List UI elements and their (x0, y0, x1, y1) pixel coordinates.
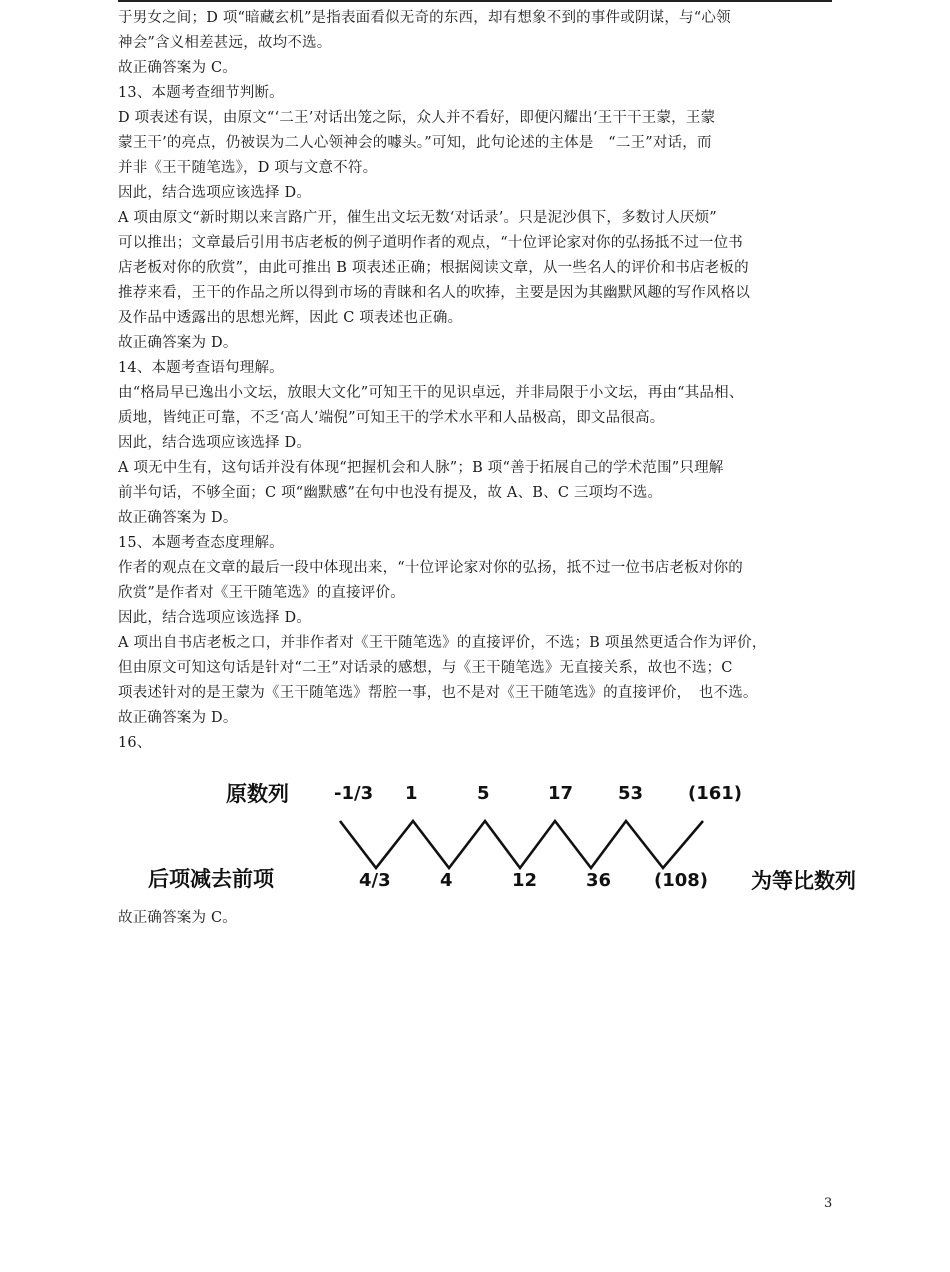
text-line: 神会”含义相差甚远，故均不选。 (118, 35, 332, 51)
sequence-term-2: 5 (477, 783, 490, 804)
text-line: 因此，结合选项应该选择 D。 (118, 435, 312, 451)
difference-term-4: (108) (654, 870, 709, 891)
text-line: 16、 (118, 735, 152, 751)
text-line: 推荐来看，王干的作品之所以得到市场的青睐和名人的吹捧，主要是因为其幽默风趣的写作风格以 (118, 285, 751, 301)
text-line: 并非《王干随笔选》，D 项与文意不符。 (118, 160, 378, 176)
text-line: 但由原文可知这句话是针对“二王”对话录的感想，与《王干随笔选》无直接关系，故也不选；C (118, 660, 733, 676)
zigzag-line (340, 821, 703, 868)
difference-term-1: 4 (440, 870, 453, 891)
text-line: 前半句话，不够全面；C 项“幽默感”在句中也没有提及，故 A、B、C 三项均不选。 (118, 485, 663, 501)
text-line: 由“格局早已逸出小文坛，放眼大文化”可知王干的见识卓远，并非局限于小文坛，再由“其品相、 (118, 385, 744, 401)
text-line: 项表述针对的是王蒙为《王干随笔选》帮腔一事，也不是对《王干随笔选》的直接评价， 也不选。 (118, 685, 758, 701)
sequence-term-1: 1 (405, 783, 418, 804)
text-line: 及作品中透露出的思想光辉，因此 C 项表述也正确。 (118, 310, 463, 326)
text-line: D 项表述有误，由原文“‘二王’对话出笼之际，众人并不看好，即便闪耀出‘王干干王蒙，王蒙 (118, 110, 716, 126)
header-rule (118, 0, 832, 2)
difference-term-0: 4/3 (359, 870, 391, 891)
text-line: 15、本题考查态度理解。 (118, 535, 284, 551)
text-line: 因此，结合选项应该选择 D。 (118, 185, 312, 201)
final-answer: 故正确答案为 C。 (118, 910, 238, 926)
sequence-diagram (118, 756, 938, 906)
sequence-term-4: 53 (618, 783, 644, 804)
answer-explanations (118, 6, 832, 756)
text-line: 欣赏”是作者对《王干随笔选》的直接评价。 (118, 585, 405, 601)
sequence-term-3: 17 (548, 783, 574, 804)
text-line: 于男女之间；D 项“暗藏玄机”是指表面看似无奇的东西，却有想象不到的事件或阴谋，与“心领 (118, 10, 731, 26)
text-line: 蒙王干’的亮点，仍被误为二人心领神会的噱头。”可知，此句论述的主体是 “二王”对话，而 (118, 135, 712, 151)
row1-label: 原数列 (226, 782, 289, 806)
text-line: 店老板对你的欣赏”，由此可推出 B 项表述正确；根据阅读文章，从一些名人的评价和书店老板的 (118, 260, 749, 276)
document-body (118, 6, 856, 931)
text-line: 故正确答案为 D。 (118, 510, 238, 526)
text-line: 故正确答案为 C。 (118, 60, 238, 76)
difference-term-2: 12 (512, 870, 538, 891)
sequence-diagram-svg (118, 756, 938, 906)
text-line: 14、本题考查语句理解。 (118, 360, 284, 376)
sequence-term-0: -1/3 (334, 783, 374, 804)
text-line: 作者的观点在文章的最后一段中体现出来，“十位评论家对你的弘扬，抵不过一位书店老板对你的 (118, 560, 744, 576)
text-line: A 项无中生有，这句话并没有体现“把握机会和人脉”；B 项“善于拓展自己的学术范围”只理解 (118, 460, 724, 476)
text-line: A 项出自书店老板之口，并非作者对《王干随笔选》的直接评价，不选；B 项虽然更适合作为评价， (118, 635, 767, 651)
suffix-label: 为等比数列 (751, 869, 856, 893)
difference-term-3: 36 (586, 870, 612, 891)
sequence-term-5: (161) (688, 783, 743, 804)
row2-label: 后项减去前项 (148, 867, 274, 891)
text-line: 13、本题考查细节判断。 (118, 85, 284, 101)
text-line: 故正确答案为 D。 (118, 710, 238, 726)
text-line: A 项由原文“新时期以来言路广开，催生出文坛无数‘对话录’。只是泥沙俱下，多数讨人厌烦” (118, 210, 717, 226)
text-line: 可以推出；文章最后引用书店老板的例子道明作者的观点，“十位评论家对你的弘扬抵不过一位书 (118, 235, 744, 251)
page-number: 3 (824, 1196, 833, 1211)
text-line: 故正确答案为 D。 (118, 335, 238, 351)
text-line: 质地，皆纯正可靠，不乏‘高人’端倪”可知王干的学术水平和人品极高，即文品很高。 (118, 410, 665, 426)
text-line: 因此，结合选项应该选择 D。 (118, 610, 312, 626)
